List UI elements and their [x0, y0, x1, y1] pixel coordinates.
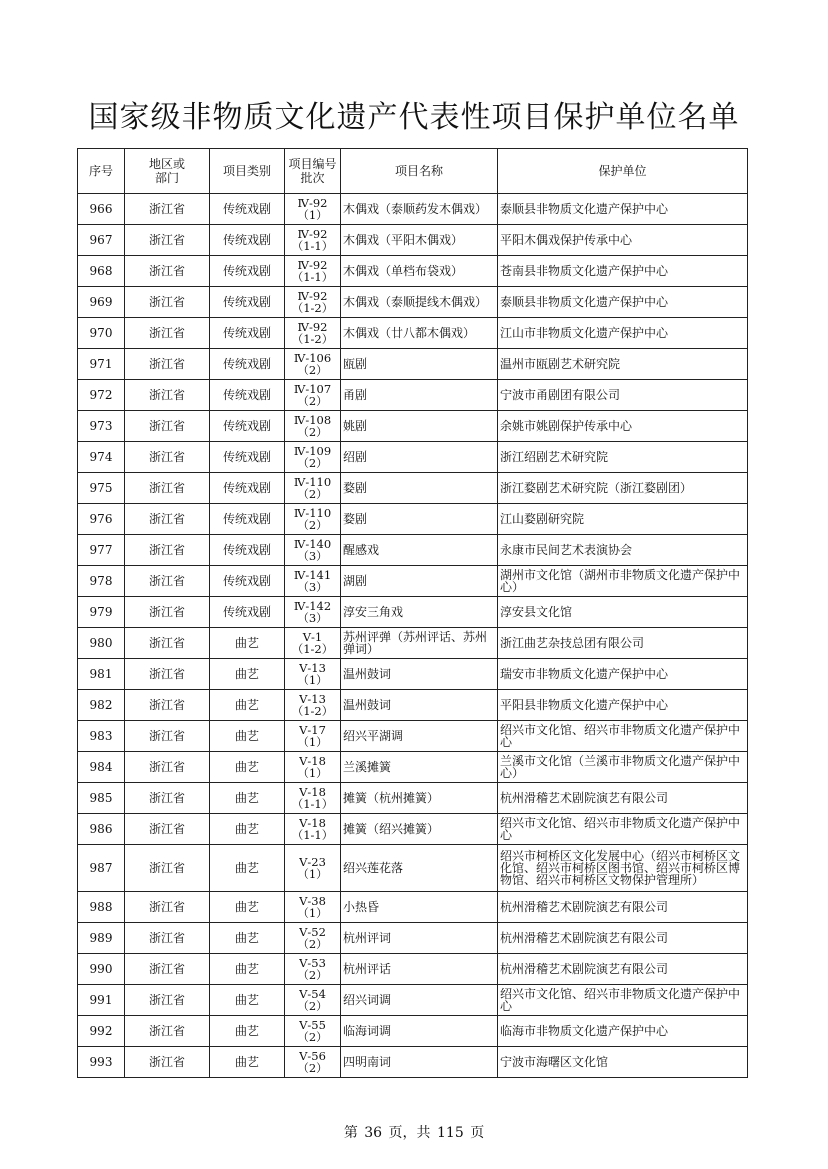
cell-unit: 江山市非物质文化遗产保护中心 [498, 318, 748, 349]
cell-name: 醒感戏 [341, 535, 498, 566]
cell-seq: 982 [78, 690, 125, 721]
cell-code [285, 752, 341, 783]
cell-category: 传统戏剧 [210, 225, 285, 256]
table-body [78, 194, 748, 1078]
cell-code [285, 954, 341, 985]
code-value: Ⅳ-108 [293, 413, 332, 427]
cell-name: 湖剧 [341, 566, 498, 597]
table-row [78, 535, 748, 566]
cell-category: 曲艺 [210, 628, 285, 659]
code-value: Ⅳ-92 [297, 196, 328, 210]
table-row [78, 504, 748, 535]
batch-value: （2） [297, 968, 328, 982]
cell-unit: 临海市非物质文化遗产保护中心 [498, 1016, 748, 1047]
cell-seq: 975 [78, 473, 125, 504]
cell-seq: 970 [78, 318, 125, 349]
batch-value: （3） [297, 580, 328, 594]
cell-code [285, 535, 341, 566]
cell-unit: 淳安县文化馆 [498, 597, 748, 628]
cell-category: 传统戏剧 [210, 349, 285, 380]
cell-seq: 979 [78, 597, 125, 628]
table-row [78, 721, 748, 752]
code-value: Ⅴ-55 [299, 1018, 326, 1032]
table-row [78, 892, 748, 923]
cell-category: 曲艺 [210, 892, 285, 923]
cell-seq: 984 [78, 752, 125, 783]
code-value: Ⅳ-92 [297, 289, 328, 303]
code-value: Ⅴ-13 [299, 661, 326, 675]
code-value: Ⅴ-1 [302, 630, 323, 644]
cell-name: 摊簧（杭州摊簧） [341, 783, 498, 814]
cell-code [285, 814, 341, 845]
cell-name: 木偶戏（泰顺药发木偶戏） [341, 194, 498, 225]
cell-name: 绍剧 [341, 442, 498, 473]
cell-seq: 987 [78, 845, 125, 892]
table-row [78, 411, 748, 442]
cell-name: 杭州评词 [341, 923, 498, 954]
cell-region: 浙江省 [125, 721, 210, 752]
table-row [78, 318, 748, 349]
cell-name: 摊簧（绍兴摊簧） [341, 814, 498, 845]
cell-category: 传统戏剧 [210, 535, 285, 566]
cell-seq: 990 [78, 954, 125, 985]
header-code [285, 149, 341, 194]
cell-name: 木偶戏（泰顺提线木偶戏） [341, 287, 498, 318]
batch-value: （2） [297, 999, 328, 1013]
cell-region: 浙江省 [125, 442, 210, 473]
cell-name: 木偶戏（单档布袋戏） [341, 256, 498, 287]
footer-page: 36 [364, 1125, 383, 1141]
cell-unit: 永康市民间艺术表演协会 [498, 535, 748, 566]
cell-unit: 浙江曲艺杂技总团有限公司 [498, 628, 748, 659]
cell-name: 婺剧 [341, 473, 498, 504]
table-row [78, 814, 748, 845]
cell-seq: 988 [78, 892, 125, 923]
cell-category: 曲艺 [210, 783, 285, 814]
cell-code [285, 411, 341, 442]
batch-value: （2） [297, 487, 328, 501]
cell-unit: 平阳县非物质文化遗产保护中心 [498, 690, 748, 721]
batch-value: （1-1） [291, 270, 334, 284]
cell-seq: 992 [78, 1016, 125, 1047]
cell-code [285, 1016, 341, 1047]
footer-mid: 页，共 [388, 1125, 431, 1141]
cell-category: 传统戏剧 [210, 566, 285, 597]
table-row [78, 845, 748, 892]
cell-category: 曲艺 [210, 690, 285, 721]
cell-code [285, 349, 341, 380]
cell-category: 曲艺 [210, 1047, 285, 1078]
table-row [78, 1047, 748, 1078]
cell-unit: 湖州市文化馆（湖州市非物质文化遗产保护中心） [498, 566, 748, 597]
cell-unit: 江山婺剧研究院 [498, 504, 748, 535]
page-title: 国家级非物质文化遗产代表性项目保护单位名单 [88, 100, 740, 135]
cell-category: 曲艺 [210, 845, 285, 892]
cell-code [285, 194, 341, 225]
code-value: Ⅴ-13 [299, 692, 326, 706]
cell-code [285, 923, 341, 954]
cell-category: 曲艺 [210, 923, 285, 954]
table-row [78, 1016, 748, 1047]
footer-suffix: 页 [470, 1125, 485, 1141]
cell-category: 曲艺 [210, 752, 285, 783]
batch-value: （1-2） [291, 332, 334, 346]
cell-unit: 兰溪市文化馆（兰溪市非物质文化遗产保护中心） [498, 752, 748, 783]
cell-name: 兰溪摊簧 [341, 752, 498, 783]
cell-seq: 983 [78, 721, 125, 752]
batch-value: （1） [297, 766, 328, 780]
code-value: Ⅳ-109 [293, 444, 332, 458]
table-header-row [78, 149, 748, 194]
batch-value: （1） [297, 867, 328, 881]
cell-category: 曲艺 [210, 721, 285, 752]
code-value: Ⅳ-110 [293, 475, 332, 489]
cell-code [285, 628, 341, 659]
cell-region: 浙江省 [125, 628, 210, 659]
batch-value: （1-1） [291, 828, 334, 842]
table-row [78, 287, 748, 318]
code-value: Ⅴ-53 [299, 956, 326, 970]
header-region [125, 149, 210, 194]
table-row [78, 985, 748, 1016]
cell-name: 淳安三角戏 [341, 597, 498, 628]
batch-value: （2） [297, 1030, 328, 1044]
cell-name: 临海词调 [341, 1016, 498, 1047]
cell-category: 传统戏剧 [210, 287, 285, 318]
cell-seq: 973 [78, 411, 125, 442]
cell-seq: 985 [78, 783, 125, 814]
cell-unit: 平阳木偶戏保护传承中心 [498, 225, 748, 256]
code-value: Ⅳ-92 [297, 258, 328, 272]
table-row [78, 597, 748, 628]
cell-unit: 杭州滑稽艺术剧院演艺有限公司 [498, 923, 748, 954]
cell-region: 浙江省 [125, 225, 210, 256]
cell-code [285, 690, 341, 721]
cell-region: 浙江省 [125, 256, 210, 287]
batch-value: （1） [297, 208, 328, 222]
cell-code [285, 504, 341, 535]
batch-value: （2） [297, 456, 328, 470]
cell-region: 浙江省 [125, 954, 210, 985]
cell-region: 浙江省 [125, 814, 210, 845]
cell-category: 传统戏剧 [210, 442, 285, 473]
cell-unit: 绍兴市柯桥区文化发展中心（绍兴市柯桥区文化馆、绍兴市柯桥区图书馆、绍兴市柯桥区博物馆、绍兴市柯桥区文物保护管理所） [498, 845, 748, 892]
code-value: Ⅳ-110 [293, 506, 332, 520]
cell-region: 浙江省 [125, 845, 210, 892]
cell-unit: 瑞安市非物质文化遗产保护中心 [498, 659, 748, 690]
cell-region: 浙江省 [125, 690, 210, 721]
batch-value: （2） [297, 937, 328, 951]
cell-name: 姚剧 [341, 411, 498, 442]
cell-code [285, 783, 341, 814]
table-row [78, 628, 748, 659]
cell-category: 曲艺 [210, 659, 285, 690]
cell-seq: 981 [78, 659, 125, 690]
cell-unit: 宁波市海曙区文化馆 [498, 1047, 748, 1078]
cell-code [285, 892, 341, 923]
cell-unit: 绍兴市文化馆、绍兴市非物质文化遗产保护中心 [498, 814, 748, 845]
cell-region: 浙江省 [125, 566, 210, 597]
cell-name: 小热昏 [341, 892, 498, 923]
batch-value: （1） [297, 673, 328, 687]
cell-region: 浙江省 [125, 504, 210, 535]
code-value: Ⅴ-18 [299, 816, 326, 830]
batch-value: （1-2） [291, 642, 334, 656]
cell-seq: 969 [78, 287, 125, 318]
cell-name: 温州鼓词 [341, 690, 498, 721]
table-row [78, 690, 748, 721]
cell-category: 曲艺 [210, 1016, 285, 1047]
cell-unit: 绍兴市文化馆、绍兴市非物质文化遗产保护中心 [498, 985, 748, 1016]
cell-category: 传统戏剧 [210, 318, 285, 349]
cell-code [285, 473, 341, 504]
cell-region: 浙江省 [125, 473, 210, 504]
cell-region: 浙江省 [125, 923, 210, 954]
cell-unit: 泰顺县非物质文化遗产保护中心 [498, 194, 748, 225]
cell-name: 温州鼓词 [341, 659, 498, 690]
cell-region: 浙江省 [125, 411, 210, 442]
cell-seq: 980 [78, 628, 125, 659]
code-value: Ⅳ-142 [293, 599, 332, 613]
cell-code [285, 1047, 341, 1078]
cell-seq: 991 [78, 985, 125, 1016]
cell-name: 瓯剧 [341, 349, 498, 380]
cell-category: 曲艺 [210, 985, 285, 1016]
cell-seq: 977 [78, 535, 125, 566]
batch-value: （1） [297, 906, 328, 920]
cell-name: 甬剧 [341, 380, 498, 411]
cell-region: 浙江省 [125, 783, 210, 814]
cell-seq: 986 [78, 814, 125, 845]
code-value: Ⅳ-92 [297, 227, 328, 241]
table-row [78, 194, 748, 225]
cell-name: 绍兴词调 [341, 985, 498, 1016]
code-value: Ⅳ-92 [297, 320, 328, 334]
cell-seq: 966 [78, 194, 125, 225]
table-row [78, 659, 748, 690]
code-value: Ⅴ-54 [299, 987, 326, 1001]
table-row [78, 473, 748, 504]
header-seq: 序号 [78, 149, 125, 194]
cell-name: 绍兴平湖调 [341, 721, 498, 752]
cell-region: 浙江省 [125, 1047, 210, 1078]
page-footer [0, 1122, 828, 1142]
table-row [78, 349, 748, 380]
cell-unit: 宁波市甬剧团有限公司 [498, 380, 748, 411]
header-unit: 保护单位 [498, 149, 748, 194]
cell-code [285, 318, 341, 349]
cell-seq: 967 [78, 225, 125, 256]
cell-category: 传统戏剧 [210, 194, 285, 225]
code-value: Ⅴ-38 [299, 894, 326, 908]
code-value: Ⅳ-141 [293, 568, 332, 582]
cell-category: 传统戏剧 [210, 597, 285, 628]
cell-seq: 972 [78, 380, 125, 411]
code-value: Ⅴ-18 [299, 754, 326, 768]
batch-value: （1-2） [291, 301, 334, 315]
code-value: Ⅳ-107 [293, 382, 332, 396]
cell-region: 浙江省 [125, 535, 210, 566]
code-value: Ⅳ-140 [293, 537, 332, 551]
table-row [78, 954, 748, 985]
cell-unit: 杭州滑稽艺术剧院演艺有限公司 [498, 892, 748, 923]
cell-seq: 993 [78, 1047, 125, 1078]
footer-prefix: 第 [343, 1125, 358, 1141]
cell-code [285, 597, 341, 628]
cell-category: 传统戏剧 [210, 380, 285, 411]
cell-category: 传统戏剧 [210, 256, 285, 287]
cell-unit: 浙江婺剧艺术研究院（浙江婺剧团） [498, 473, 748, 504]
cell-category: 传统戏剧 [210, 473, 285, 504]
cell-seq: 989 [78, 923, 125, 954]
cell-region: 浙江省 [125, 318, 210, 349]
code-value: Ⅴ-56 [299, 1049, 326, 1063]
code-value: Ⅴ-52 [299, 925, 326, 939]
code-value: Ⅴ-17 [299, 723, 326, 737]
cell-region: 浙江省 [125, 892, 210, 923]
table-row [78, 442, 748, 473]
cell-category: 曲艺 [210, 954, 285, 985]
footer-total: 115 [437, 1125, 464, 1141]
cell-name: 木偶戏（廿八都木偶戏） [341, 318, 498, 349]
table-row [78, 923, 748, 954]
cell-unit: 泰顺县非物质文化遗产保护中心 [498, 287, 748, 318]
table-row [78, 566, 748, 597]
batch-value: （1） [297, 735, 328, 749]
cell-name: 苏州评弹（苏州评话、苏州弹词） [341, 628, 498, 659]
cell-unit: 余姚市姚剧保护传承中心 [498, 411, 748, 442]
batch-value: （2） [297, 394, 328, 408]
cell-code [285, 256, 341, 287]
cell-name: 木偶戏（平阳木偶戏） [341, 225, 498, 256]
cell-category: 传统戏剧 [210, 411, 285, 442]
cell-code [285, 721, 341, 752]
code-value: Ⅳ-106 [293, 351, 332, 365]
cell-code [285, 442, 341, 473]
cell-code [285, 287, 341, 318]
batch-value: （2） [297, 425, 328, 439]
cell-unit: 浙江绍剧艺术研究院 [498, 442, 748, 473]
batch-value: （3） [297, 611, 328, 625]
cell-region: 浙江省 [125, 985, 210, 1016]
cell-region: 浙江省 [125, 659, 210, 690]
cell-seq: 976 [78, 504, 125, 535]
header-code-label: 项目编号批次 [288, 157, 337, 185]
code-value: Ⅴ-23 [299, 855, 326, 869]
cell-unit: 温州市瓯剧艺术研究院 [498, 349, 748, 380]
batch-value: （1-1） [291, 239, 334, 253]
cell-category: 曲艺 [210, 814, 285, 845]
code-value: Ⅴ-18 [299, 785, 326, 799]
cell-code [285, 380, 341, 411]
cell-region: 浙江省 [125, 194, 210, 225]
header-category: 项目类别 [210, 149, 285, 194]
cell-region: 浙江省 [125, 1016, 210, 1047]
cell-unit: 杭州滑稽艺术剧院演艺有限公司 [498, 954, 748, 985]
cell-code [285, 225, 341, 256]
heritage-table [77, 148, 748, 1078]
batch-value: （2） [297, 1061, 328, 1075]
cell-code [285, 845, 341, 892]
batch-value: （1-2） [291, 704, 334, 718]
cell-unit: 杭州滑稽艺术剧院演艺有限公司 [498, 783, 748, 814]
cell-name: 杭州评话 [341, 954, 498, 985]
table-row [78, 380, 748, 411]
header-name: 项目名称 [341, 149, 498, 194]
batch-value: （2） [297, 518, 328, 532]
batch-value: （3） [297, 549, 328, 563]
cell-seq: 968 [78, 256, 125, 287]
cell-code [285, 659, 341, 690]
cell-seq: 971 [78, 349, 125, 380]
cell-category: 传统戏剧 [210, 504, 285, 535]
table-row [78, 783, 748, 814]
header-region-label: 地区或部门 [148, 157, 185, 185]
cell-region: 浙江省 [125, 349, 210, 380]
cell-region: 浙江省 [125, 287, 210, 318]
table-row [78, 752, 748, 783]
batch-value: （2） [297, 363, 328, 377]
batch-value: （1-1） [291, 797, 334, 811]
cell-unit: 苍南县非物质文化遗产保护中心 [498, 256, 748, 287]
cell-name: 绍兴莲花落 [341, 845, 498, 892]
cell-seq: 978 [78, 566, 125, 597]
table-row [78, 225, 748, 256]
cell-region: 浙江省 [125, 597, 210, 628]
table-row [78, 256, 748, 287]
cell-region: 浙江省 [125, 380, 210, 411]
cell-region: 浙江省 [125, 752, 210, 783]
cell-code [285, 985, 341, 1016]
cell-code [285, 566, 341, 597]
cell-name: 婺剧 [341, 504, 498, 535]
cell-seq: 974 [78, 442, 125, 473]
cell-name: 四明南词 [341, 1047, 498, 1078]
cell-unit: 绍兴市文化馆、绍兴市非物质文化遗产保护中心 [498, 721, 748, 752]
